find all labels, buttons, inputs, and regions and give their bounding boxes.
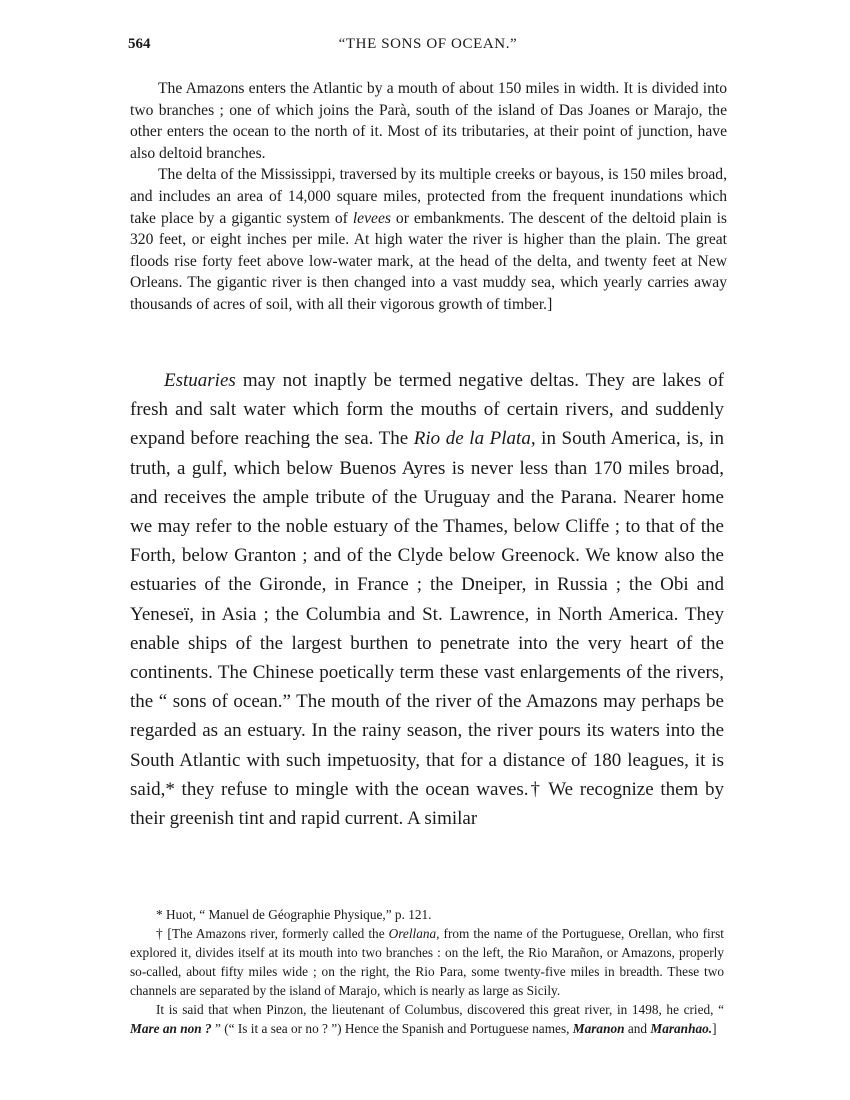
body-paragraph-estuaries — [130, 366, 724, 833]
note-emphasis-levees: levees — [352, 209, 391, 227]
page-header — [128, 36, 728, 58]
footnote-text: † [The Amazons river, formerly called the — [156, 926, 389, 941]
body-emphasis-rio-de-la-plata: Rio de la Plata, — [413, 428, 536, 450]
footnote-text: and — [624, 1021, 651, 1036]
footnote-emphasis-maranhao: Maranhao. — [650, 1021, 713, 1036]
editor-note-block — [130, 78, 727, 316]
body-emphasis-estuaries: Estuaries — [164, 370, 236, 391]
footnote-emphasis-maranon: Maranon — [572, 1021, 625, 1036]
footnote-text: ] — [712, 1021, 717, 1036]
footnote-huot: * Huot, “ Manuel de Géographie Physique,” p. 121. — [156, 907, 432, 922]
footnote-emphasis-mare-an-non: Mare an non ? — [130, 1021, 212, 1036]
main-body-text — [130, 366, 724, 833]
running-title: “THE SONS OF OCEAN.” — [338, 36, 518, 52]
note-paragraph-amazons: The Amazons enters the Atlantic by a mouth of about 150 miles in width. It is divided into two branches ; one of which joins the Parà, south of the island of Das Joanes or Marajo, the other enters the ocean to the north of it. Most of its tributaries, at their point of junction, have also deltoid branches. — [130, 80, 727, 162]
footnote-pinzon — [130, 1000, 724, 1038]
footnote-text: It is said that when Pinzon, the lieutenant of Columbus, discovered this great river, in 1498, he cried, “ — [156, 1002, 724, 1017]
note-paragraph-mississippi — [130, 164, 727, 315]
page-number: 564 — [128, 36, 151, 52]
footnotes — [130, 905, 724, 1038]
footnote-emphasis-orellana: Orellana, — [388, 926, 440, 941]
note-text: or embankments. The descent of the deltoid plain is 320 feet, or eight inches per mile. At high water the river is higher than the plain. The great floods rise forty feet above low-water mark, at the head of the delta, and twenty feet at New Orleans. The gigantic river is then changed into a vast muddy sea, which yearly carries away thousands of acres of soil, with all their vigorous growth of timber.] — [130, 209, 727, 313]
footnote-text: from the name of the Portuguese, Orellan, who first explored it, divides itself at its mouth into two branches : on the left, the Rio Marañon, or Amazons, properly so-called, about fifty miles wide ; on the right, the Rio Para, some twenty-five miles in breadth. These two channels are separated by the island of Marajo, which is nearly as large as Sicily. — [130, 926, 724, 998]
body-text: in South America, is, in truth, a gulf, which below Buenos Ayres is never less than 170 miles broad, and receives the ample tribute of the Uruguay and the Parana. Nearer home we may refer to the noble estuary of the Thames, below Cliffe ; to that of the Forth, below Granton ; and of the Clyde below Greenock. We know also the estuaries of the Gironde, in France ; the Dneiper, in Russia ; the Obi and Yeneseï, in Asia ; the Columbia and St. Lawrence, in North America. They enable ships of the largest burthen to penetrate into the very heart of the continents. The Chinese poetically term these vast enlargements of the rivers, the “ sons of ocean.” The mouth of the river of the Amazons may perhaps be regarded as an estuary. In the rainy season, the river pours its waters into the South Atlantic with such impetuosity, that for a distance of 180 leagues, it is said,* they refuse to mingle with the ocean waves.† We recognize them by their greenish tint and rapid current. A similar — [130, 428, 724, 830]
note-text: The delta of the Mississippi, traversed by its multiple creeks or bayous, is 150 miles broad, and includes an area of 14,000 square miles, protected from the frequent inundations which take place by a gigantic system of — [130, 166, 727, 227]
footnote-amazons — [130, 924, 724, 1000]
footnote-text: ” (“ Is it a sea or no ? ”) Hence the Spanish and Portuguese names, — [211, 1021, 573, 1036]
body-text: may not inaptly be termed negative deltas. They are lakes of fresh and salt water which form the mouths of certain rivers, and suddenly expand before reaching the sea. The — [130, 370, 724, 450]
